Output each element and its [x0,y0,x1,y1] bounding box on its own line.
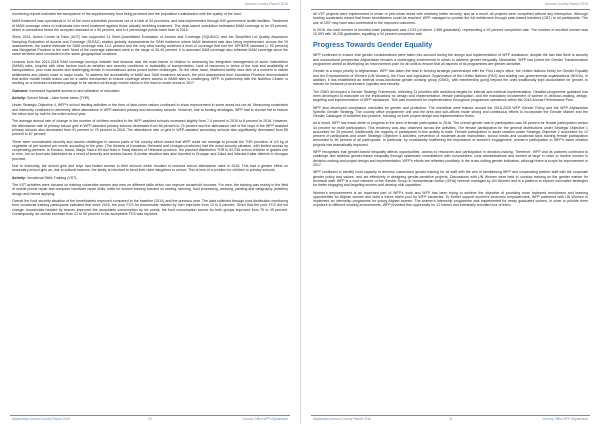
body-paragraph: WFP recognises that gender-based inequality affects opportunities, access to resources and participation in decision-making. Therefore, WFP and its partners continued to challenge and address gender-based inequality through systematic consultations with communities, local administrations and women at large in order to involve women in decision-making and project design and implementation. WFP's efforts are reflected positively in the cross-cutting gender indicators, although there is scope for improvement in 2017. [313,150,588,167]
body-paragraph: Overall the food security situation of the beneficiaries improved compared to the baseline (2014) and the previous year. The data collected through post-distribution monitoring from vocational training participants indicated that since 2015, the poor FCS for households headed by men improved from 13 to 5 percent. Given that the poor FCS did not change, households headed by women improved the acceptable consumption by six points, the food consumption scores for both groups improved from 70 to 45 percent. Consequently, an overall increase from 22 to 50 percent in the acceptable FCS was reported. [12,199,288,216]
body-paragraph: Lessons from the 2014-2016 SAM coverage surveys indicate that distance was the main barrier in relation to accessing the integrated management of acute malnutrition (IMAM) sites, coupled with other factors such as weather and security conditions or availability of transportation. Lack of resources in terms of the cost and availability of transportation, poor road access and challenging terrain in mountainous areas posed further challenges. On the other hand, treatment facility uses lack of a concern in nature settlements and places close to major roads. To address the accessibility of MAM and SAM treatment services, the pilot assessment from Kandahar Province demonstrated that active mobile health teams can be a useful mechanism to ensure coverage where access to IMAM sites is challenging. WFP, in partnership with the Nutrition Cluster, is working on a minimum treatment package to be carried out through mobile clinics in the hard-to-reach areas in 2017. [12,59,288,86]
body-paragraph: MAM treatment was operational in 24 of the most vulnerable provinces out of a total of 34 provinces, and was implemented through 549 government health facilities. Treatment of MAM coverage refers to individuals who need treatment against those actually receiving treatment. The desk-based calculation estimated MAM coverage to be 43 percent, which is considered below the accepted standard of ≥ 50 percent, and in 4 percentage points lower than in 2015. [12,19,288,32]
footer-rule [10,415,290,416]
body-paragraph: The average annual rate of change in the number of children enrolled in the WFP-assisted schools increased slightly from 7.4 percent in 2015 to 8 percent in 2016. However, the attendance rate of primary school girls in WFP-assisted primary schools decreased from 86 percent to 74 percent and the attendance rate of the boys in the WFP-assisted primary schools also decreased from 91 percent to 75 percent in 2016. The attendance rate of girls in WFP-assisted secondary schools also significantly decreased from 85 percent to 67 percent. [12,119,288,137]
section-title: Progress Towards Gender Equality [313,40,433,50]
body-paragraph: Since 2014, Action Contre la Faim (ACF) has supported 14 Semi-Quantitative Evaluation of Access and Coverage (SQUEAC) and the Simplified Lot Quality Assurance Sampling Evaluation of Access and Coverage (SLEAC) studies globally. Assessments for SAM incidence where MAM treatment was also being implemented. Across the 19 assessments, the lowest estimate for SAM coverage was 14.4 percent and the only area having achieved a level of coverage that met the SPHERE standard (> 50 percent) was Nangarhar Province in the east. Most of the coverage estimates were in the range of 30-40 percent. It is assumed SAM coverage also reflected MAM coverage since the same services were conducted in the same geographical locations. [12,35,288,57]
left-page-body [12,12,288,216]
right-page [300,0,600,424]
body-paragraph: Activity: Vocational Skills Training (VST). [12,175,78,180]
body-paragraph: monitoring reports indicated the acceptance of the supplementary food being provided and the population's satisfaction with the quality of the food. [12,12,242,16]
body-paragraph: Women's empowerment is an important part of WFP's work and WFP has been trying to achieve the objective of providing more balanced recruitment and learning opportunities for Afghan women and build a future talent pool for WFP vacancies. To further support women's economic empowerment, WFP partnered with UN Women to implement an internship programme for young Afghan women. The women's internship programme was implemented for newly graduated women, in order to provide them exposure to different working environments. WFP provided this opportunity for 12 interns and eventually recruited four of them. [313,190,588,208]
running-head: Annual Country Report 2016 [245,2,288,6]
running-head: Annual Country Report 2016 [545,2,588,6]
body-paragraph: WFP continued to ensure that gender considerations were taken into account during the design and implementation of WFP assistance, despite the fact that there is security and sociocultural perspective Afghanistan remains a challenging environment in which to address gender inequality. Meanwhile, WFP has joined the Gender Transformation programme aimed at developing an 'improvement plan' for all units to ensure that all aspects of its programmes are gender-sensitive. [313,53,588,66]
body-paragraph: The GWG developed a Gender Strategy Framework, reflecting 11 priorities with ambitious targets for internal and external implementation. Detailed programme guidance has been developed to elaborate on the implications for design and implementation, female participation, and the mandatory involvement of women in decision-making, design, targeting and implementation of WFP assistance. This was monitored for implementation throughout programme operations within the 2016 Annual Performance Plan. [313,89,588,103]
body-paragraph: Due to insecurity, the school girls and boys had limited access to their schools which resulted in reduced school attendance rates in 2016. This had a greater effect on secondary school girls as, due to cultural reasons, the family is reluctant to send their older daughters to school. This is less of a problem for children in primary schools. [12,163,288,173]
right-page-body [313,12,588,208]
body-paragraph: The VST activities were focused on training vulnerable women and men on different skills which can improve household incomes. For men, the training was mainly in the field of mobile phone repair and computer hardware repair skills, while for women training focused on sewing, tailoring, food processing, weaving, painting and calligraphy, jewellery design and henna applying. [12,183,288,196]
footer-office-name: Country Office WFP Afghanistan [542,417,588,421]
body-paragraph: Activity: School Meals – take home ration (THR). [12,95,91,100]
body-paragraph: Under Strategic Objective 4, WFP's school feeding activities in the form of take-home rations continued to show improvement in some areas but not all. Measuring constraints and insecurity continued to adversely affect attendance in WFP-assisted primary and secondary schools. However, due to funding shortages, WFP had to choose but to reduce the ration size by half for the entire school year. [12,103,288,116]
body-paragraph: WFP also developed compliance checklists for gender and protection. The checklists were framed around the 2015-2020 WFP Gender Policy and the WFP Afghanistan Specific Gender Strategy. The country office programme unit and the area and sub-offices made strong and continuous efforts to incorporate the Gender Marker and the Gender Catalogue of Activities into practice, focusing on both project design and implementation levels. [313,105,588,118]
body-paragraph: WFP continued to identify local capacity to develop customised gender training for all staff with the aim of familiarising WFP and cooperating partner staff with the corporate gender policy and values, and act effectively in designing gender-sensitive projects. Discussions with UN Women were held to conduct training on the gender marker for technical staff. WFP is a core member of the Gender Group in Humanitarian Action (GiHA) network managed by UN Women and is a platform to explore innovative strategies for better engaging and targeting women and develop skill capacities. [313,170,588,188]
body-paragraph: Gender is a major priority in Afghanistan. WFP has taken the lead in forming strategic partnerships with the First Lady's office, the United Nations Entity for Gender Equality and the Empowerment of Women (UN Women), the Food and Agriculture Organization of the United Nations (FAO) and leading non-governmental organisations (NGOs). In addition, it has established an internal cross-functional gender working group (GWG), with membership going beyond the units traditionally kept accountable for gender, to include for instance procurement, logistics and security. [313,69,588,87]
footer-rule [311,415,590,416]
footer-report-title: Afghanistan Annual Country Report 2016 [12,417,70,421]
page-number: 21 [448,417,453,421]
body-paragraph: Outcome: Increased equitable access to and utilisation of education. [12,88,121,93]
body-paragraph: As a result, WFP has made stride of progress in the area of female participation in 2016. The overall gender ratio in participation was 56 percent for female participation versus 44 percent for male participation. This tendency was also observed across the activities. The female participation for the general distributions under Strategic Objective 1 accounted for 25 percent, traditionally the majority of participants in this activity is male. Female participation in asset creation under Strategic Objective 2 accounted for 12 percent of participants and under Strategic Objective 4 activities, prevention of moderate acute malnutrition, school meals and vocational skills training female participation amounted to 66 percent of all participants. In particular, by consistently reaffirming the importance of women's engagement, women's participation in WFP's asset creation projects has dramatically improved. [313,121,588,147]
body-paragraph: In 2016, the total number of enrolled male participants was 2,019 (of whom 1,958 graduated), representing a 92 percent completion rate. The number of enrolled women was 19,393 with 18,238 graduates, equalling a 94 percent completion rate. [313,27,588,37]
body-paragraph: All VST projects were implemented in urban or peri-urban areas with relatively better security, and as a result, all projects were completed without any interruption. Although funding constraints meant that fewer beneficiaries could be reached, WFP managed to provide the full entitlement through cash-based transfers (CBT) to all participants. The use of CBT may have also contributed to the improved outcomes. [313,12,588,25]
footer-report-title: Afghanistan Annual Country Report 2016 [313,417,371,421]
page-number: 20 [148,417,152,421]
body-paragraph: There were considerable security and access challenges in various parts of the country which meant that WFP could not manage to provide the THR provision of 4.5 kg of vegetable oil per student per month according to the plan. (The districts of Kandahar, Helmand and Uruzgan provinces) had the worst security situation, with limited access by cooperating partners. In Kunduz, Nawa, Marja, Nad-e Ali and Nahr-e Saraj districts of Helmand province, the planned distribution THR to 52,916 school children in grades one to nine, but no food was distributed as a result of security and access issues. A similar situation was also reported in Oruzgan and Zabul and Wardak Kaltar districts in Uruzgan province. [12,139,288,161]
footer-office-name: Country Office WFP Afghanistan [242,417,288,421]
